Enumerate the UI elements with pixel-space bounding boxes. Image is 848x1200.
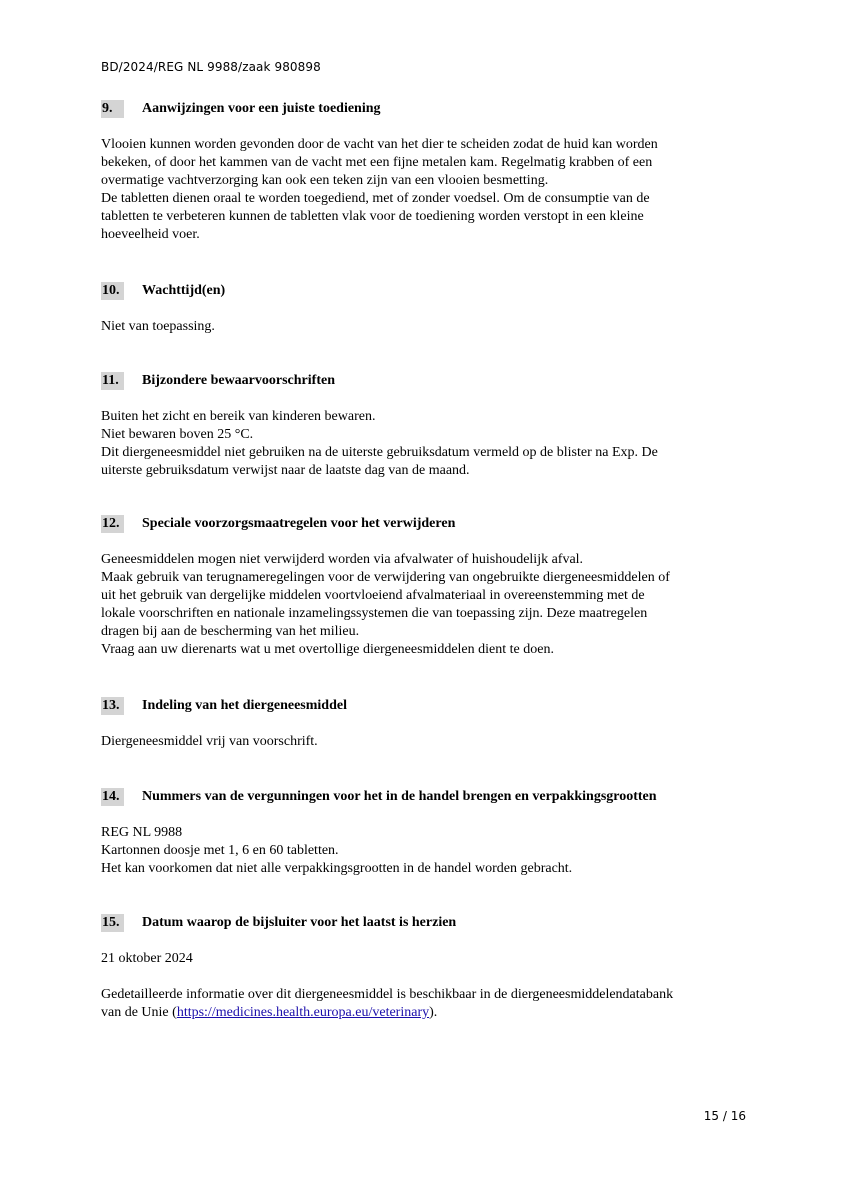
section-withdrawal-period	[101, 282, 751, 336]
section-number: 9.	[101, 100, 124, 118]
document-reference: BD/2024/REG NL 9988/zaak 980898	[101, 60, 321, 74]
section-heading	[101, 914, 751, 932]
section-body	[101, 408, 751, 480]
section-title: Wachttijd(en)	[142, 283, 226, 298]
section-title: Indeling van het diergeneesmiddel	[142, 698, 347, 713]
section-number: 15.	[101, 914, 124, 932]
text-line: hoeveelheid voer.	[101, 227, 200, 242]
text-line: De tabletten dienen oraal te worden toegediend, met of zonder voedsel. Om de consumptie van de	[101, 191, 650, 206]
section-number: 10.	[101, 282, 124, 300]
text-line: Het kan voorkomen dat niet alle verpakkingsgrootten in de handel worden gebracht.	[101, 861, 573, 876]
section-authorisation-numbers	[101, 788, 751, 878]
text-line: Niet van toepassing.	[101, 319, 215, 334]
section-body	[101, 551, 751, 659]
section-title: Aanwijzingen voor een juiste toediening	[142, 101, 381, 116]
union-database-link[interactable]: https://medicines.health.europa.eu/veterinary	[176, 1005, 430, 1020]
text-line: Diergeneesmiddel vrij van voorschrift.	[101, 734, 318, 749]
section-classification	[101, 697, 751, 751]
section-heading	[101, 282, 751, 300]
text-line: Buiten het zicht en bereik van kinderen bewaren.	[101, 409, 376, 424]
text-line: REG NL 9988	[101, 825, 183, 840]
text-line: uiterste gebruiksdatum verwijst naar de laatste dag van de maand.	[101, 463, 470, 478]
section-number: 14.	[101, 788, 124, 806]
section-heading	[101, 697, 751, 715]
text-line: Dit diergeneesmiddel niet gebruiken na de uiterste gebruiksdatum vermeld op de blister na Exp. De	[101, 445, 658, 460]
section-number: 11.	[101, 372, 124, 390]
section-revision-date	[101, 914, 751, 1022]
section-number: 12.	[101, 515, 124, 533]
text-line: lokale voorschriften en nationale inzamelingssystemen die van toepassing zijn. Deze maatregelen	[101, 606, 648, 621]
section-administration	[101, 100, 751, 244]
text-line: Geneesmiddelen mogen niet verwijderd worden via afvalwater of huishoudelijk afval.	[101, 552, 584, 567]
text-line: overmatige vachtverzorging kan ook een teken zijn van een vlooien besmetting.	[101, 173, 549, 188]
section-heading	[101, 372, 751, 390]
section-disposal	[101, 515, 751, 659]
text-line: dragen bij aan de bescherming van het milieu.	[101, 624, 360, 639]
section-heading	[101, 515, 751, 533]
section-number: 13.	[101, 697, 124, 715]
text-line: Vraag aan uw dierenarts wat u met overtollige diergeneesmiddelen dient te doen.	[101, 642, 554, 657]
section-heading	[101, 100, 751, 118]
section-title: Datum waarop de bijsluiter voor het laatst is herzien	[142, 915, 457, 930]
text-line: bekeken, of door het kammen van de vacht met een fijne metalen kam. Regelmatig krabben of een	[101, 155, 653, 170]
section-title: Bijzondere bewaarvoorschriften	[142, 373, 335, 388]
section-body	[101, 950, 751, 1022]
text-line: Kartonnen doosje met 1, 6 en 60 tabletten.	[101, 843, 339, 858]
revision-date: 21 oktober 2024	[101, 951, 193, 966]
section-body	[101, 824, 751, 878]
text-line: Maak gebruik van terugnameregelingen voor de verwijdering van ongebruikte diergeneesmiddelen of	[101, 570, 670, 585]
section-title: Nummers van de vergunningen voor het in de handel brengen en verpakkingsgrootten	[142, 789, 657, 804]
page-number: 15 / 16	[703, 1109, 746, 1123]
text-line: uit het gebruik van dergelijke middelen voortvloeiend afvalmateriaal in overeenstemming met de	[101, 588, 645, 603]
text-line: Vlooien kunnen worden gevonden door de vacht van het dier te scheiden zodat de huid kan worden	[101, 137, 658, 152]
section-heading	[101, 788, 751, 806]
text-line: Gedetailleerde informatie over dit diergeneesmiddel is beschikbaar in de diergeneesmiddelendatabank	[101, 987, 674, 1002]
text-line	[101, 1004, 751, 1022]
text-line: tabletten te verbeteren kunnen de tabletten vlak voor de toediening worden verstopt in een kleine	[101, 209, 644, 224]
section-body	[101, 318, 751, 336]
section-storage	[101, 372, 751, 480]
section-body	[101, 136, 751, 244]
section-title: Speciale voorzorgsmaatregelen voor het verwijderen	[142, 516, 456, 531]
section-body	[101, 733, 751, 751]
text-fragment: van de Unie (	[101, 1005, 177, 1020]
text-line: Niet bewaren boven 25 °C.	[101, 427, 254, 442]
text-fragment: ).	[429, 1005, 438, 1020]
